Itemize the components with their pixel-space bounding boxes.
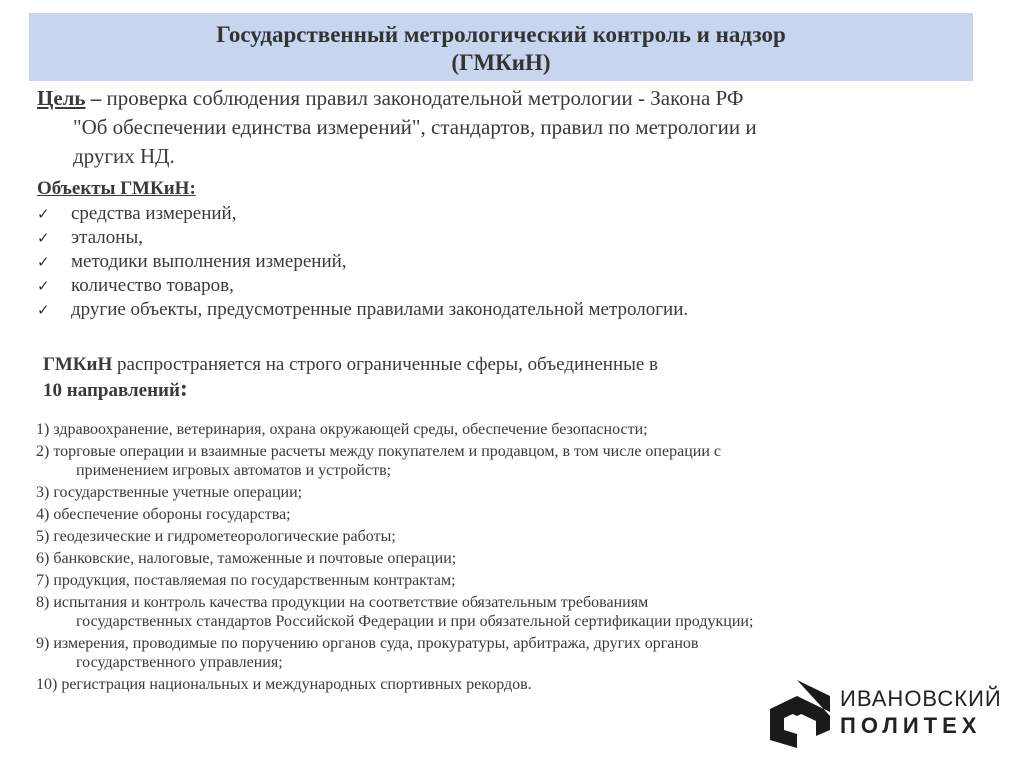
- direction-item: 9) измерения, проводимые по поручению органов суда, прокуратуры, арбитража, других органов государственного управления;: [36, 635, 699, 671]
- goal-keyword: Цель: [37, 86, 86, 110]
- directions-list: [36, 420, 996, 697]
- direction-item: 1) здравоохранение, ветеринария, охрана окружающей среды, обеспечение безопасности;: [36, 421, 648, 438]
- checkmark-icon: ✓: [37, 229, 50, 247]
- list-item: ✓ другие объекты, предусмотренные правилами законодательной метрологии.: [37, 299, 689, 320]
- direction-item: 3) государственные учетные операции;: [36, 484, 303, 501]
- goal-line-1: проверка соблюдения правил законодательной метрологии - Закона РФ: [106, 86, 744, 110]
- list-item: ✓ количество товаров,: [37, 275, 234, 296]
- checkmark-icon: ✓: [37, 277, 50, 295]
- slide-subtitle: (ГМКиН): [451, 50, 551, 75]
- logo-line-1: ИВАНОВСКИЙ: [840, 686, 1002, 711]
- objects-heading: Объекты ГМКиН:: [37, 178, 196, 199]
- objects-list: [37, 202, 688, 322]
- slide-title: Государственный метрологический контроль и надзор: [216, 22, 786, 47]
- direction-item: 6) банковские, налоговые, таможенные и почтовые операции;: [36, 550, 457, 567]
- direction-item: 4) обеспечение обороны государства;: [36, 506, 291, 523]
- scope-bold-1: ГМКиН: [43, 354, 113, 375]
- checkmark-icon: ✓: [37, 301, 50, 319]
- scope-bold-2: 10 направлений: [43, 380, 180, 401]
- direction-item: 7) продукция, поставляемая по государственным контрактам;: [36, 572, 456, 589]
- goal-line-3: других НД.: [73, 144, 175, 168]
- university-logo: [748, 670, 1004, 758]
- logo-wordmark: [840, 686, 1002, 740]
- checkmark-icon: ✓: [37, 205, 50, 223]
- scope-colon: :: [179, 376, 188, 402]
- politech-logo-icon: [762, 678, 832, 750]
- list-item: ✓ эталоны,: [37, 227, 143, 248]
- goal-paragraph: [37, 84, 1007, 171]
- list-item: ✓ средства измерений,: [37, 203, 237, 224]
- direction-item: 5) геодезические и гидрометеорологические работы;: [36, 528, 396, 545]
- checkmark-icon: ✓: [37, 253, 50, 271]
- direction-item: 8) испытания и контроль качества продукции на соответствие обязательным требованиям государственных стандартов Российской Федерации и при обязательной сертификации продукции;: [36, 594, 754, 630]
- scope-paragraph: [43, 353, 943, 403]
- logo-line-2: ПОЛИТЕХ: [840, 713, 982, 738]
- direction-item: 10) регистрация национальных и международных спортивных рекордов.: [36, 676, 532, 693]
- direction-item: 2) торговые операции и взаимные расчеты между покупателем и продавцом, в том числе операции с применением игровых автоматов и устройств;: [36, 443, 721, 479]
- slide-title-banner: [29, 13, 973, 81]
- goal-line-2: "Об обеспечении единства измерений", стандартов, правил по метрологии и: [73, 115, 757, 139]
- list-item: ✓ методики выполнения измерений,: [37, 251, 347, 272]
- scope-text-1: распространяется на строго ограниченные сферы, объединенные в: [112, 354, 659, 375]
- goal-dash: –: [85, 86, 107, 110]
